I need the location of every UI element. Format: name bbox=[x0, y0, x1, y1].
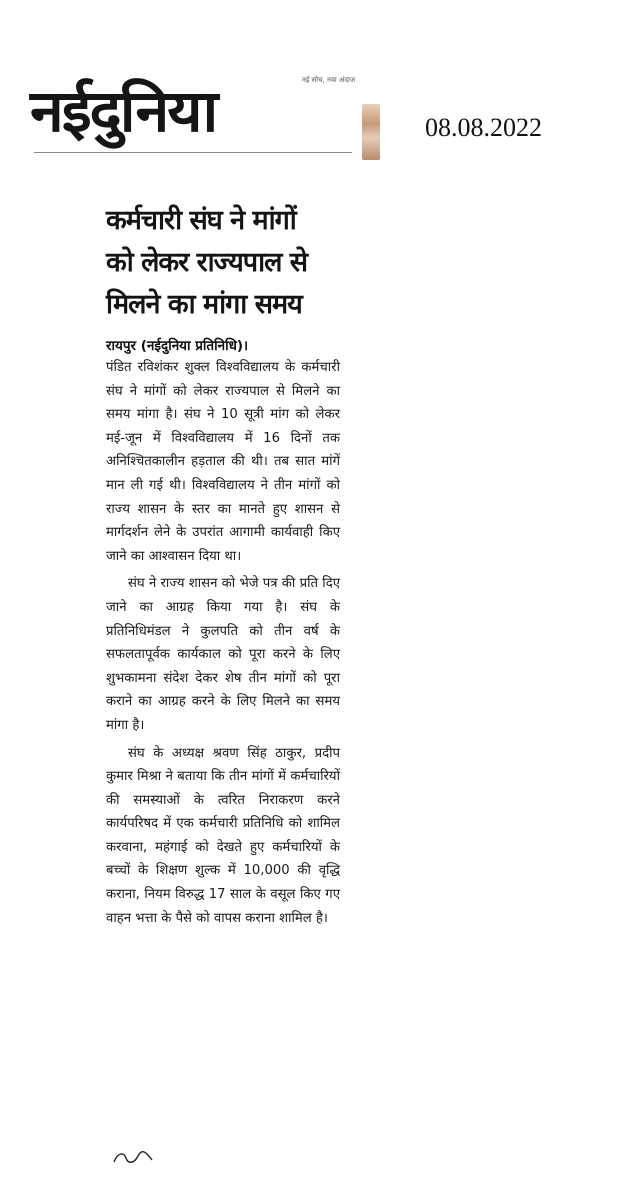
clipping-date: 08.08.2022 bbox=[425, 113, 542, 142]
masthead-rule bbox=[34, 152, 352, 153]
newspaper-masthead bbox=[30, 78, 380, 160]
article-dateline: रायपुर (नईदुनिया प्रतिनिधि)। bbox=[106, 338, 249, 354]
headline-line: को लेकर राज्यपाल से bbox=[106, 247, 308, 278]
article-headline bbox=[100, 200, 340, 326]
article-paragraph: पंडित रविशंकर शुक्ल विश्वविद्यालय के कर्मचारी संघ ने मांगों को लेकर राज्यपाल से मिलने का समय मांगा है। संघ ने 10 सूत्री मांग को लेकर मई-जून में विश्वविद्यालय में 16 दिनों तक अनिश्चितकालीन हड़ताल की थी। तब सात मांगें मान ली गई थी। विश्वविद्यालय ने तीन मांगों को राज्य शासन के स्तर का मानते हुए शासन से मार्गदर्शन लेने के उपरांत आगामी कार्यवाही किए जाने का आश्वासन दिया था। bbox=[106, 360, 340, 564]
article-paragraph: संघ ने राज्य शासन को भेजे पत्र की प्रति दिए जाने का आग्रह किया गया है। संघ के प्रतिनिधिमंडल ने कुलपति को तीन वर्ष के सफलतापूर्वक कार्यकाल को पूरा करने के लिए शुभकामना संदेश देकर शेष तीन मांगों को पूरा कराने का आग्रह करने के लिए मिलने का समय मांगा है। bbox=[106, 576, 340, 733]
end-mark-squiggle bbox=[112, 1148, 157, 1166]
news-article bbox=[100, 200, 340, 930]
masthead-photo-strip bbox=[362, 104, 380, 160]
headline-line: कर्मचारी संघ ने मांगों bbox=[106, 205, 296, 236]
headline-line: मिलने का मांगा समय bbox=[106, 289, 302, 320]
newspaper-logo: नईदुनिया bbox=[30, 77, 217, 145]
masthead-tagline: नई सोच, नया अंदाज bbox=[302, 76, 356, 84]
article-paragraph: संघ के अध्यक्ष श्रवण सिंह ठाकुर, प्रदीप कुमार मिश्रा ने बताया कि तीन मांगों में कर्मचारियों की समस्याओं के त्वरित निराकरण करने कार्यपरिषद में एक कर्मचारी प्रतिनिधि को शामिल करवाना, महंगाई को देखते हुए कर्मचारियों के बच्चों के शिक्षण शुल्क में 10,000 की वृद्धि कराना, नियम विरुद्ध 17 साल के वसूल किए गए वाहन भत्ता के पैसे को वापस कराना शामिल है। bbox=[106, 745, 340, 926]
